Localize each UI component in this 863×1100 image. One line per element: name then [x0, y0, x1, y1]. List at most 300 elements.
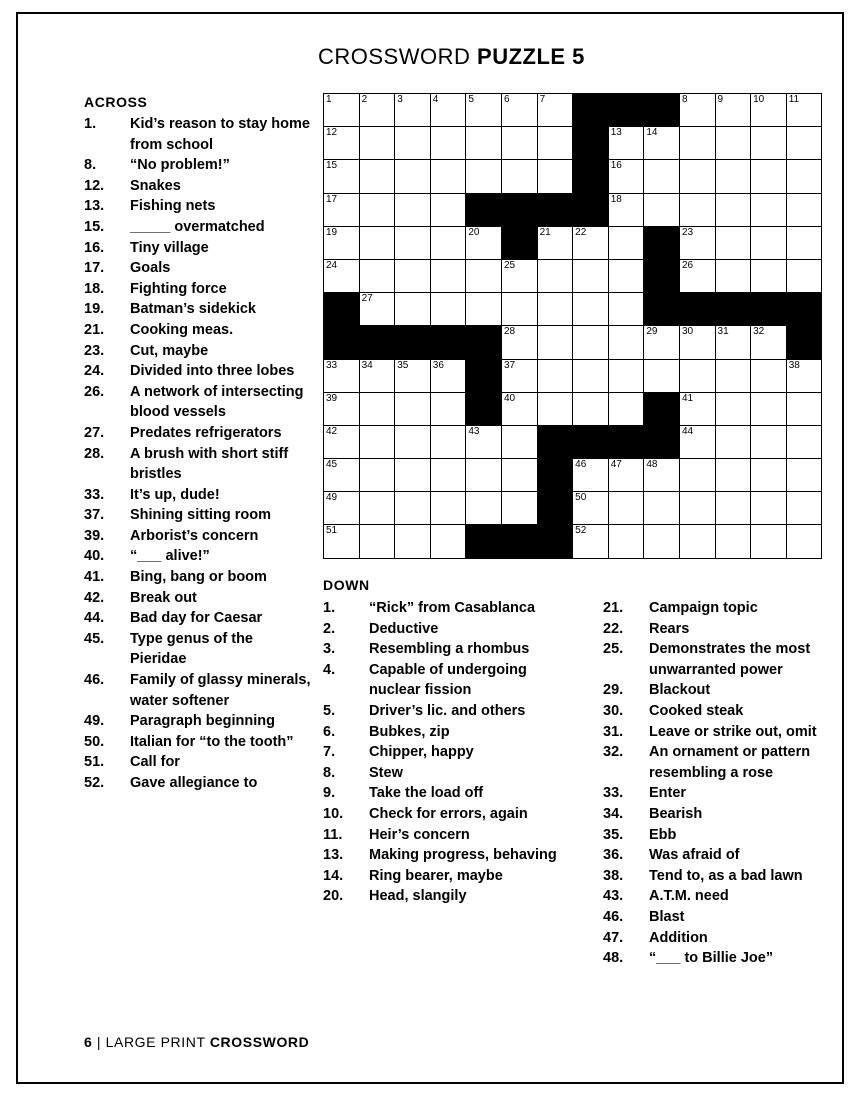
clue-text: Bing, bang or boom [130, 569, 267, 586]
grid-cell[interactable] [751, 459, 787, 492]
grid-cell[interactable] [608, 525, 644, 558]
grid-cell-number: 33 [326, 359, 338, 371]
grid-cell[interactable] [679, 94, 715, 127]
clue-number: 40. [84, 548, 105, 565]
grid-cell[interactable] [359, 193, 395, 226]
grid-cell-block [644, 425, 680, 458]
grid-cell[interactable] [679, 326, 715, 359]
title-word-puzzle: PUZZLE 5 [477, 44, 585, 69]
grid-cell[interactable] [537, 160, 573, 193]
grid-cell[interactable] [324, 160, 360, 193]
grid-cell[interactable] [430, 392, 466, 425]
clue-item [84, 444, 312, 485]
clue-item [84, 546, 312, 567]
grid-cell[interactable] [751, 326, 787, 359]
grid-cell-block [679, 293, 715, 326]
across-clue-list [84, 114, 312, 794]
down-clue-list-column-2 [603, 598, 833, 969]
grid-cell[interactable] [501, 160, 537, 193]
grid-cell[interactable] [324, 226, 360, 259]
clue-number: 39. [84, 527, 105, 544]
grid-cell[interactable] [430, 293, 466, 326]
grid-cell[interactable] [679, 160, 715, 193]
grid-cell[interactable] [715, 492, 751, 525]
grid-cell-number: 11 [788, 94, 800, 105]
grid-cell[interactable] [537, 127, 573, 160]
clue-text: Cooked steak [649, 702, 744, 719]
clue-text: Campaign topic [649, 600, 758, 616]
grid-cell[interactable] [359, 525, 395, 558]
grid-cell[interactable] [501, 459, 537, 492]
grid-cell[interactable] [715, 94, 751, 127]
grid-cell[interactable] [324, 459, 360, 492]
clue-text: Cut, maybe [130, 342, 209, 359]
grid-cell[interactable] [573, 326, 609, 359]
clue-text: “Rick” from Casablanca [369, 600, 536, 616]
grid-cell[interactable] [573, 525, 609, 558]
grid-cell[interactable] [786, 525, 822, 558]
grid-cell[interactable] [501, 425, 537, 458]
grid-cell[interactable] [466, 425, 502, 458]
grid-cell[interactable] [501, 94, 537, 127]
grid-cell[interactable] [715, 193, 751, 226]
grid-cell[interactable] [359, 392, 395, 425]
clue-text: A brush with short stiff bristles [130, 445, 289, 483]
grid-cell[interactable] [430, 425, 466, 458]
grid-cell[interactable] [466, 160, 502, 193]
grid-cell[interactable] [715, 127, 751, 160]
grid-cell[interactable] [466, 94, 502, 127]
grid-cell-block [395, 326, 431, 359]
grid-cell-block [573, 193, 609, 226]
grid-cell[interactable] [786, 492, 822, 525]
clue-number: 42. [84, 589, 105, 606]
grid-cell[interactable] [679, 525, 715, 558]
clue-text: Gave allegiance to [130, 775, 258, 791]
grid-cell[interactable] [395, 459, 431, 492]
clue-item [84, 382, 312, 423]
grid-row [324, 492, 822, 525]
grid-cell[interactable] [430, 359, 466, 392]
grid-cell[interactable] [644, 127, 680, 160]
clue-text: Bubkes, zip [369, 723, 450, 740]
grid-cell[interactable] [644, 492, 680, 525]
clue-text: Enter [649, 785, 687, 802]
grid-cell[interactable] [430, 459, 466, 492]
grid-cell[interactable] [466, 259, 502, 292]
grid-cell[interactable] [466, 293, 502, 326]
grid-cell[interactable] [751, 359, 787, 392]
clue-item [84, 711, 312, 732]
clue-text: Cooking meas. [130, 321, 234, 338]
clue-item [323, 804, 563, 825]
grid-cell-block [537, 425, 573, 458]
clue-item [84, 526, 312, 547]
clue-item [84, 773, 312, 794]
grid-cell[interactable] [324, 425, 360, 458]
grid-cell-number: 44 [681, 425, 694, 437]
grid-cell[interactable] [786, 127, 822, 160]
grid-row [324, 160, 822, 193]
clue-item [603, 804, 833, 825]
grid-cell[interactable] [395, 425, 431, 458]
clue-text: Leave or strike out, omit [649, 723, 817, 740]
clue-text: Resembling a rhombus [369, 641, 530, 658]
grid-cell[interactable] [395, 94, 431, 127]
grid-cell[interactable] [395, 492, 431, 525]
clue-item [84, 423, 312, 444]
grid-cell[interactable] [715, 425, 751, 458]
grid-cell[interactable] [501, 359, 537, 392]
grid-cell-number: 34 [361, 359, 373, 371]
clue-number: 8. [323, 764, 336, 781]
grid-cell[interactable] [644, 459, 680, 492]
grid-cell[interactable] [679, 492, 715, 525]
grid-cell[interactable] [537, 326, 573, 359]
grid-cell[interactable] [608, 459, 644, 492]
grid-cell[interactable] [466, 492, 502, 525]
page-footer [84, 1034, 309, 1050]
grid-cell[interactable] [751, 94, 787, 127]
grid-cell[interactable] [324, 127, 360, 160]
grid-cell[interactable] [466, 226, 502, 259]
clue-number: 51. [84, 754, 105, 771]
clue-item [323, 825, 563, 846]
grid-row [324, 259, 822, 292]
grid-cell[interactable] [751, 127, 787, 160]
grid-cell-number: 27 [361, 293, 373, 305]
grid-cell[interactable] [359, 459, 395, 492]
grid-cell-block [466, 326, 502, 359]
grid-cell[interactable] [324, 259, 360, 292]
down-clue-list-column-1 [323, 598, 563, 907]
grid-cell[interactable] [751, 425, 787, 458]
clue-text: “No problem!” [130, 157, 230, 174]
clue-number: 2. [323, 620, 336, 637]
clue-item [603, 701, 833, 722]
grid-cell[interactable] [537, 293, 573, 326]
grid-cell[interactable] [359, 492, 395, 525]
clue-item [323, 619, 563, 640]
grid-cell[interactable] [430, 193, 466, 226]
clue-item [84, 196, 312, 217]
footer-label-bold: CROSSWORD [209, 1034, 310, 1050]
clue-item [323, 742, 563, 763]
grid-cell-block [501, 226, 537, 259]
grid-cell[interactable] [430, 525, 466, 558]
grid-cell[interactable] [715, 459, 751, 492]
grid-row [324, 392, 822, 425]
grid-cell-block [644, 226, 680, 259]
grid-cell-number: 5 [468, 94, 474, 105]
grid-cell[interactable] [608, 226, 644, 259]
grid-cell[interactable] [359, 127, 395, 160]
clue-item [84, 238, 312, 259]
clue-text: Family of glassy minerals, water softener [130, 672, 311, 709]
grid-cell[interactable] [466, 127, 502, 160]
grid-cell[interactable] [359, 94, 395, 127]
grid-cell[interactable] [324, 492, 360, 525]
grid-cell[interactable] [324, 359, 360, 392]
clue-item [84, 608, 312, 629]
clue-text: Type genus of the Pieridae [130, 630, 253, 668]
clue-number: 38. [603, 867, 624, 884]
grid-cell[interactable] [501, 492, 537, 525]
grid-cell[interactable] [786, 392, 822, 425]
grid-cell[interactable] [395, 525, 431, 558]
grid-cell[interactable] [608, 127, 644, 160]
grid-cell[interactable] [537, 226, 573, 259]
grid-cell[interactable] [573, 359, 609, 392]
grid-cell[interactable] [679, 425, 715, 458]
grid-cell[interactable] [430, 127, 466, 160]
grid-cell[interactable] [395, 259, 431, 292]
grid-row [324, 226, 822, 259]
grid-cell[interactable] [359, 293, 395, 326]
grid-cell[interactable] [608, 160, 644, 193]
grid-cell-number: 48 [646, 459, 658, 471]
clue-number: 9. [323, 785, 336, 802]
grid-cell[interactable] [395, 392, 431, 425]
clue-number: 41. [84, 569, 105, 586]
grid-cell[interactable] [608, 326, 644, 359]
grid-cell-number: 25 [503, 259, 516, 271]
clue-item [84, 299, 312, 320]
grid-cell[interactable] [537, 392, 573, 425]
clue-number: 14. [323, 867, 344, 884]
grid-cell[interactable] [786, 459, 822, 492]
clue-text: Kid’s reason to stay home from school [130, 116, 310, 153]
grid-cell[interactable] [786, 226, 822, 259]
grid-cell[interactable] [786, 193, 822, 226]
grid-cell[interactable] [430, 94, 466, 127]
grid-cell-block [573, 127, 609, 160]
clue-item [323, 866, 563, 887]
grid-cell[interactable] [466, 459, 502, 492]
grid-cell-block [537, 492, 573, 525]
grid-cell[interactable] [573, 226, 609, 259]
grid-cell-number: 17 [326, 193, 338, 205]
grid-cell[interactable] [430, 259, 466, 292]
grid-cell[interactable] [537, 94, 573, 127]
grid-cell[interactable] [679, 259, 715, 292]
grid-cell-number: 18 [610, 193, 622, 205]
grid-cell[interactable] [501, 293, 537, 326]
grid-cell[interactable] [751, 160, 787, 193]
grid-cell[interactable] [359, 259, 395, 292]
clue-number: 20. [323, 888, 344, 905]
grid-cell[interactable] [608, 293, 644, 326]
grid-cell[interactable] [501, 127, 537, 160]
grid-cell[interactable] [715, 525, 751, 558]
grid-cell-block [466, 359, 502, 392]
grid-cell[interactable] [608, 392, 644, 425]
clue-text: Capable of undergoing nuclear fission [369, 661, 527, 699]
grid-cell[interactable] [644, 525, 680, 558]
grid-cell[interactable] [324, 193, 360, 226]
grid-cell[interactable] [679, 127, 715, 160]
grid-cell-number: 10 [753, 94, 765, 105]
grid-cell[interactable] [679, 392, 715, 425]
grid-cell[interactable] [573, 293, 609, 326]
crossword-grid[interactable] [323, 93, 822, 559]
grid-cell[interactable] [751, 193, 787, 226]
grid-cell-number: 6 [503, 94, 510, 105]
grid-cell[interactable] [786, 160, 822, 193]
clue-item [84, 341, 312, 362]
grid-cell-number: 12 [326, 127, 338, 139]
grid-cell[interactable] [608, 259, 644, 292]
grid-cell[interactable] [573, 492, 609, 525]
grid-cell-number: 39 [326, 392, 338, 404]
grid-cell[interactable] [786, 94, 822, 127]
clue-item [84, 670, 312, 711]
grid-cell[interactable] [715, 359, 751, 392]
grid-cell[interactable] [751, 525, 787, 558]
clue-text: Was afraid of [649, 847, 740, 864]
grid-cell-block [644, 259, 680, 292]
clue-text: A.T.M. need [649, 888, 729, 905]
clue-number: 37. [84, 507, 105, 524]
clue-item [84, 485, 312, 506]
clue-text: Bearish [649, 805, 703, 822]
grid-cell-number: 7 [539, 94, 546, 105]
grid-cell[interactable] [608, 193, 644, 226]
clue-number: 26. [84, 383, 105, 400]
clue-number: 8. [84, 157, 97, 174]
clue-number: 3. [323, 641, 336, 658]
clue-item [603, 598, 833, 619]
clue-number: 35. [603, 826, 624, 843]
grid-cell[interactable] [715, 160, 751, 193]
clue-text: Addition [649, 929, 708, 946]
grid-cell[interactable] [751, 492, 787, 525]
grid-cell[interactable] [644, 193, 680, 226]
grid-cell[interactable] [395, 359, 431, 392]
grid-cell[interactable] [359, 359, 395, 392]
grid-cell[interactable] [608, 492, 644, 525]
grid-cell[interactable] [751, 259, 787, 292]
grid-cell[interactable] [679, 226, 715, 259]
clue-number: 24. [84, 363, 105, 380]
grid-cell[interactable] [501, 326, 537, 359]
grid-cell-number: 1 [326, 94, 332, 105]
clue-text: Paragraph beginning [130, 713, 276, 730]
grid-cell-number: 29 [646, 326, 658, 338]
clue-number: 6. [323, 723, 336, 740]
clue-number: 32. [603, 744, 624, 761]
clue-item [603, 825, 833, 846]
grid-cell[interactable] [501, 259, 537, 292]
grid-cell[interactable] [573, 259, 609, 292]
grid-cell-number: 26 [681, 259, 694, 271]
grid-cell[interactable] [430, 226, 466, 259]
grid-cell-block [644, 392, 680, 425]
grid-row [324, 459, 822, 492]
grid-cell-block [466, 525, 502, 558]
grid-cell-number: 2 [361, 94, 368, 105]
grid-cell[interactable] [715, 226, 751, 259]
grid-cell-block [786, 326, 822, 359]
clue-text: “___ to Billie Joe” [649, 950, 774, 967]
clue-text: “___ alive!” [130, 548, 210, 565]
grid-cell[interactable] [715, 326, 751, 359]
clue-item [603, 845, 833, 866]
grid-cell-number: 47 [610, 459, 622, 471]
footer-label: LARGE PRINT [105, 1034, 206, 1050]
clue-text: Goals [130, 260, 171, 277]
grid-cell[interactable] [715, 259, 751, 292]
grid-cell[interactable] [608, 359, 644, 392]
grid-cell[interactable] [573, 459, 609, 492]
clue-text: A network of intersecting blood vessels [130, 383, 304, 421]
across-heading: ACROSS [84, 94, 148, 110]
grid-cell[interactable] [537, 259, 573, 292]
grid-cell[interactable] [359, 226, 395, 259]
clue-text: Ebb [649, 826, 677, 843]
grid-cell[interactable] [644, 326, 680, 359]
grid-cell[interactable] [537, 359, 573, 392]
clue-item [84, 752, 312, 773]
clue-number: 1. [323, 600, 336, 616]
clue-text: Tiny village [130, 239, 209, 256]
grid-cell[interactable] [324, 94, 360, 127]
grid-cell[interactable] [679, 359, 715, 392]
grid-cell[interactable] [679, 459, 715, 492]
grid-cell[interactable] [324, 525, 360, 558]
grid-cell[interactable] [644, 359, 680, 392]
grid-cell[interactable] [679, 193, 715, 226]
grid-cell[interactable] [573, 392, 609, 425]
clue-number: 23. [84, 342, 105, 359]
grid-cell[interactable] [395, 226, 431, 259]
clue-item [84, 732, 312, 753]
grid-cell[interactable] [786, 425, 822, 458]
clue-text: Take the load off [369, 785, 484, 802]
clue-text: An ornament or pattern resembling a rose [649, 744, 811, 781]
grid-cell-number: 20 [468, 226, 480, 238]
grid-cell[interactable] [715, 392, 751, 425]
grid-cell[interactable] [395, 293, 431, 326]
grid-cell[interactable] [395, 127, 431, 160]
clue-number: 10. [323, 805, 344, 822]
grid-cell[interactable] [751, 226, 787, 259]
clue-text: Demonstrates the most unwarranted power [649, 641, 811, 678]
grid-cell-number: 8 [681, 94, 688, 105]
grid-cell[interactable] [501, 392, 537, 425]
grid-cell[interactable] [395, 193, 431, 226]
grid-cell[interactable] [751, 392, 787, 425]
clue-text: Tend to, as a bad lawn [649, 867, 803, 884]
clue-number: 33. [84, 486, 105, 503]
grid-cell[interactable] [786, 359, 822, 392]
grid-cell[interactable] [430, 492, 466, 525]
grid-row [324, 525, 822, 558]
grid-cell[interactable] [324, 392, 360, 425]
clue-number: 30. [603, 702, 624, 719]
grid-cell[interactable] [359, 425, 395, 458]
grid-cell[interactable] [395, 160, 431, 193]
grid-cell[interactable] [786, 259, 822, 292]
clue-number: 16. [84, 239, 105, 256]
grid-cell[interactable] [430, 160, 466, 193]
clue-item [323, 598, 563, 619]
grid-row [324, 94, 822, 127]
grid-cell[interactable] [359, 160, 395, 193]
clue-item [84, 588, 312, 609]
grid-cell[interactable] [644, 160, 680, 193]
grid-row [324, 127, 822, 160]
